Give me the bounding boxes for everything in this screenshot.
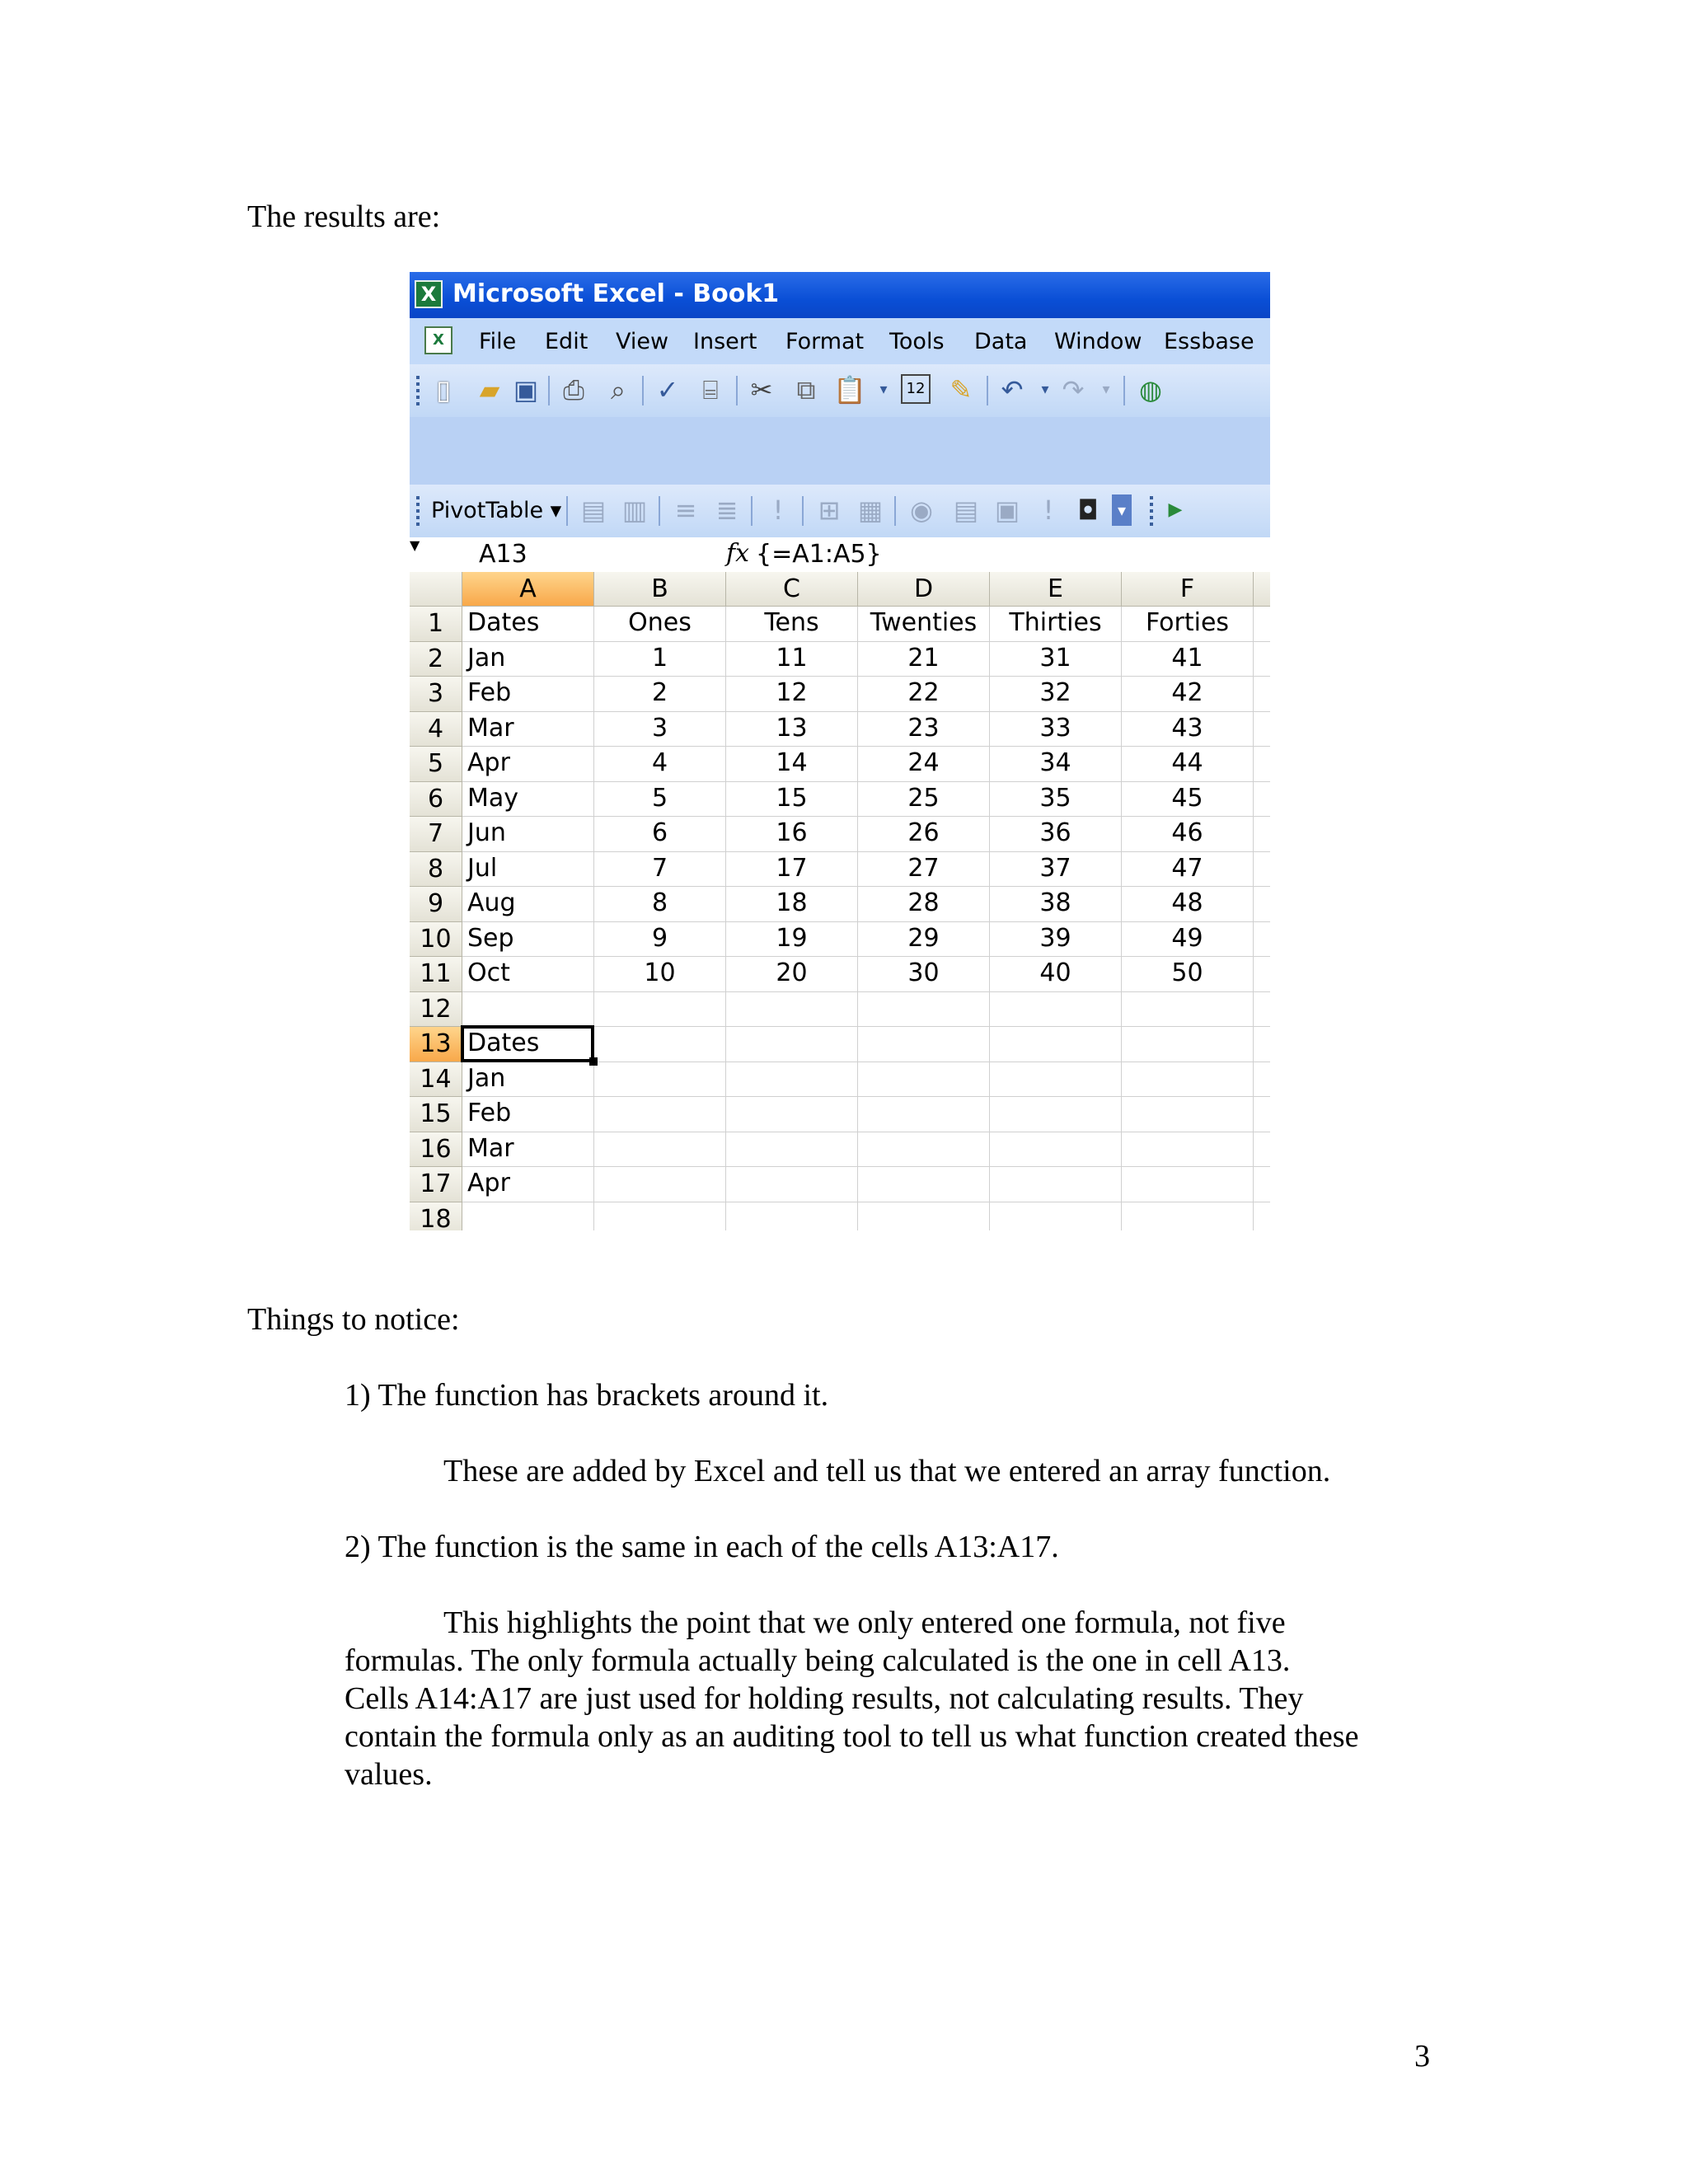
cell-e4[interactable]: 33 [990,712,1122,748]
copy-icon[interactable]: ⧉ [796,374,816,405]
cell-g13[interactable] [1254,1027,1270,1062]
toolbar-separator [987,376,988,405]
column-header-f[interactable]: F [1122,572,1254,607]
cell-d3[interactable]: 22 [858,677,990,712]
cell-c15[interactable] [726,1097,858,1132]
cell-a12[interactable] [462,992,594,1028]
intro-text: The results are: [247,199,441,234]
cell-a5[interactable]: Apr [462,747,594,782]
row-header-4[interactable]: 4 [410,712,462,748]
cell-c18[interactable] [726,1202,858,1231]
cell-f8[interactable]: 47 [1122,852,1254,888]
cell-e7[interactable]: 36 [990,817,1122,852]
cell-a8[interactable]: Jul [462,852,594,888]
cell-f18[interactable] [1122,1202,1254,1231]
cell-b6[interactable]: 5 [594,782,726,818]
toolbar-separator [659,496,660,526]
column-header-a[interactable]: A [462,572,594,607]
cell-c14[interactable] [726,1062,858,1098]
camera-icon[interactable]: ◘ [1077,494,1099,526]
point-2-detail-line-1: This highlights the point that we only entered one formula, not five [443,1605,1286,1640]
title-bar [410,272,1270,318]
cell-f16[interactable] [1122,1132,1254,1168]
formula-bar [410,537,1270,573]
field-settings-icon[interactable]: ◉ [910,494,933,526]
cell-e13[interactable] [990,1027,1122,1062]
cell-e11[interactable]: 40 [990,957,1122,992]
cell-c1[interactable]: Tens [726,607,858,642]
paste-icon[interactable]: 📋 [833,374,866,405]
row-header-1[interactable]: 1 [410,607,462,642]
cell-f5[interactable]: 44 [1122,747,1254,782]
cell-g2[interactable] [1254,642,1270,677]
selected-cell-border [461,1025,594,1062]
row-header-16[interactable]: 16 [410,1132,462,1168]
cell-b9[interactable]: 8 [594,887,726,922]
row-header-18[interactable]: 18 [410,1202,462,1231]
cell-g15[interactable] [1254,1097,1270,1132]
cell-b3[interactable]: 2 [594,677,726,712]
cell-c17[interactable] [726,1167,858,1202]
column-header-c[interactable]: C [726,572,858,607]
cell-d14[interactable] [858,1062,990,1098]
cell-c4[interactable]: 13 [726,712,858,748]
cell-a15[interactable]: Feb [462,1097,594,1132]
format-report-icon[interactable]: ▤ [580,494,607,526]
cell-b7[interactable]: 6 [594,817,726,852]
standard-toolbar [410,364,1270,417]
cell-d2[interactable]: 21 [858,642,990,677]
cell-d8[interactable]: 27 [858,852,990,888]
point-1: 1) The function has brackets around it. [345,1378,829,1413]
toolbar-separator [751,496,753,526]
spelling-icon[interactable]: ✓ [656,374,679,405]
toolbar-grip[interactable] [416,376,420,405]
cell-c3[interactable]: 12 [726,677,858,712]
refresh-icon[interactable]: ! [1043,494,1054,526]
window-title: Microsoft Excel - Book1 [452,279,780,308]
point-2-detail-line-3: Cells A14:A17 are just used for holding results, not calculating results. They [345,1681,1304,1716]
cell-g12[interactable] [1254,992,1270,1028]
cell-g5[interactable] [1254,747,1270,782]
cell-d18[interactable] [858,1202,990,1231]
cell-d16[interactable] [858,1132,990,1168]
name-box[interactable] [410,537,599,572]
cell-g18[interactable] [1254,1202,1270,1231]
cell-a9[interactable]: Aug [462,887,594,922]
cell-c2[interactable]: 11 [726,642,858,677]
open-icon[interactable]: ▰ [479,374,500,405]
row-header-5[interactable]: 5 [410,747,462,782]
cell-e8[interactable]: 37 [990,852,1122,888]
calendar-icon[interactable]: 12 [901,374,931,404]
undo-dropdown-icon[interactable]: ▾ [1041,381,1049,398]
point-2-detail-line-5: values. [345,1757,433,1792]
cell-g14[interactable] [1254,1062,1270,1098]
column-header-b[interactable]: B [594,572,726,607]
toolbar-options-icon[interactable]: ▾ [1112,494,1132,526]
menu-file[interactable]: File [479,329,517,354]
formula-input[interactable]: {=A1:A5} [756,540,882,569]
cell-f6[interactable]: 45 [1122,782,1254,818]
toolbar-separator [894,496,896,526]
cell-a3[interactable]: Feb [462,677,594,712]
include-hidden-icon[interactable]: ⊞ [818,494,841,526]
cell-b5[interactable]: 4 [594,747,726,782]
cell-d9[interactable]: 28 [858,887,990,922]
cell-a16[interactable]: Mar [462,1132,594,1168]
excel-logo-icon: X [415,280,443,308]
cell-c5[interactable]: 14 [726,747,858,782]
row-header-2[interactable]: 2 [410,642,462,677]
cell-e18[interactable] [990,1202,1122,1231]
cell-d17[interactable] [858,1167,990,1202]
cell-a14[interactable]: Jan [462,1062,594,1098]
notice-heading: Things to notice: [247,1302,460,1337]
cell-b16[interactable] [594,1132,726,1168]
cell-f7[interactable]: 46 [1122,817,1254,852]
cell-a4[interactable]: Mar [462,712,594,748]
menu-edit[interactable]: Edit [545,329,588,354]
cell-b17[interactable] [594,1167,726,1202]
cell-f12[interactable] [1122,992,1254,1028]
cell-f4[interactable]: 43 [1122,712,1254,748]
print-preview-icon[interactable]: ⌕ [611,374,626,405]
cell-f9[interactable]: 48 [1122,887,1254,922]
cell-d5[interactable]: 24 [858,747,990,782]
cell-c8[interactable]: 17 [726,852,858,888]
cell-d12[interactable] [858,992,990,1028]
toolbar-grip[interactable] [416,496,420,526]
cell-b2[interactable]: 1 [594,642,726,677]
cell-e12[interactable] [990,992,1122,1028]
toolbar-expand-icon[interactable]: ▶ [1168,499,1183,520]
row-header-14[interactable]: 14 [410,1062,462,1098]
cell-d7[interactable]: 26 [858,817,990,852]
cell-b10[interactable]: 9 [594,922,726,958]
toolbar-separator [642,376,644,405]
field-list-icon[interactable]: ▤ [953,494,979,526]
column-header-g[interactable] [1254,572,1270,607]
cell-f17[interactable] [1122,1167,1254,1202]
menu-tools[interactable]: Tools [889,329,945,354]
cell-g8[interactable] [1254,852,1270,888]
cell-g1[interactable] [1254,607,1270,642]
cell-f15[interactable] [1122,1097,1254,1132]
cell-g9[interactable] [1254,887,1270,922]
cell-a1[interactable]: Dates [462,607,594,642]
menu-window[interactable]: Window [1054,329,1142,354]
new-icon[interactable]: ▯ [436,374,451,405]
menu-format[interactable]: Format [785,329,865,354]
toolbar-separator [1123,376,1125,405]
cell-a7[interactable]: Jun [462,817,594,852]
cell-d11[interactable]: 30 [858,957,990,992]
name-box-value: A13 [479,540,528,569]
menu-data[interactable]: Data [974,329,1028,354]
cell-d10[interactable]: 29 [858,922,990,958]
cell-d4[interactable]: 23 [858,712,990,748]
cell-c6[interactable]: 15 [726,782,858,818]
row-header-3[interactable]: 3 [410,677,462,712]
redo-icon[interactable]: ↷ [1062,374,1085,405]
cell-a13[interactable]: Dates [462,1027,594,1062]
cell-a2[interactable]: Jan [462,642,594,677]
refresh-data-icon[interactable]: ! [772,494,784,526]
cell-e6[interactable]: 35 [990,782,1122,818]
cell-f10[interactable]: 49 [1122,922,1254,958]
cell-a17[interactable]: Apr [462,1167,594,1202]
cell-f14[interactable] [1122,1062,1254,1098]
cell-a11[interactable]: Oct [462,957,594,992]
cell-b4[interactable]: 3 [594,712,726,748]
row-header-13[interactable]: 13 [410,1027,462,1062]
cell-c7[interactable]: 16 [726,817,858,852]
cell-c11[interactable]: 20 [726,957,858,992]
excel-screenshot [410,272,1270,1230]
cell-b18[interactable] [594,1202,726,1231]
cell-c10[interactable]: 19 [726,922,858,958]
function-icon[interactable]: fx [726,539,750,568]
cell-e10[interactable]: 39 [990,922,1122,958]
cell-b14[interactable] [594,1062,726,1098]
cell-c12[interactable] [726,992,858,1028]
cell-d15[interactable] [858,1097,990,1132]
research-icon[interactable]: ⌸ [702,374,719,405]
cell-e1[interactable]: Thirties [990,607,1122,642]
menu-bar [410,318,1270,364]
pivottable-toolbar [410,485,1270,537]
cell-f13[interactable] [1122,1027,1254,1062]
cell-b15[interactable] [594,1097,726,1132]
fill-handle[interactable] [589,1057,598,1066]
cell-g10[interactable] [1254,922,1270,958]
format-painter-icon[interactable]: ✎ [950,374,973,405]
cell-c16[interactable] [726,1132,858,1168]
table-options-icon[interactable]: ▣ [994,494,1020,526]
cell-b12[interactable] [594,992,726,1028]
pivot-chart-icon[interactable]: ▥ [621,494,648,526]
toolbar-separator [802,496,804,526]
always-display-icon[interactable]: ▦ [857,494,884,526]
cell-d1[interactable]: Twenties [858,607,990,642]
paste-dropdown-icon[interactable]: ▾ [879,381,888,398]
cell-c13[interactable] [726,1027,858,1062]
cell-f3[interactable]: 42 [1122,677,1254,712]
hide-detail-icon[interactable]: ≡ [674,494,697,526]
workbook-icon[interactable]: X [424,326,452,354]
column-header-e[interactable]: E [990,572,1122,607]
cell-a18[interactable] [462,1202,594,1231]
cell-e3[interactable]: 32 [990,677,1122,712]
row-header-10[interactable]: 10 [410,922,462,958]
save-icon[interactable]: ▣ [513,374,539,405]
column-header-d[interactable]: D [858,572,990,607]
row-header-12[interactable]: 12 [410,992,462,1028]
cell-e2[interactable]: 31 [990,642,1122,677]
cell-g17[interactable] [1254,1167,1270,1202]
toolbar-area [410,417,1270,485]
cell-e15[interactable] [990,1097,1122,1132]
cut-icon[interactable]: ✂ [750,374,773,405]
undo-icon[interactable]: ↶ [1001,374,1024,405]
cell-f11[interactable]: 50 [1122,957,1254,992]
cell-e9[interactable]: 38 [990,887,1122,922]
show-detail-icon[interactable]: ≣ [715,494,738,526]
cell-g11[interactable] [1254,957,1270,992]
point-2-detail-line-2: formulas. The only formula actually being calculated is the one in cell A13. [345,1643,1291,1678]
cell-g6[interactable] [1254,782,1270,818]
menu-view[interactable]: View [616,329,669,354]
cell-g7[interactable] [1254,817,1270,852]
row-header-6[interactable]: 6 [410,782,462,818]
hyperlink-icon[interactable]: ◍ [1139,374,1162,405]
cell-b13[interactable] [594,1027,726,1062]
cell-g3[interactable] [1254,677,1270,712]
toolbar-separator [736,376,738,405]
cell-a10[interactable]: Sep [462,922,594,958]
cell-e14[interactable] [990,1062,1122,1098]
cell-g16[interactable] [1254,1132,1270,1168]
cell-b1[interactable]: Ones [594,607,726,642]
point-1-detail: These are added by Excel and tell us that we entered an array function. [443,1454,1331,1488]
cell-a6[interactable]: May [462,782,594,818]
name-box-dropdown-icon[interactable]: ▼ [410,537,420,553]
toolbar-separator [566,496,568,526]
row-header-7[interactable]: 7 [410,817,462,852]
row-header-15[interactable]: 15 [410,1097,462,1132]
pivottable-menu[interactable]: PivotTable ▾ [431,498,562,523]
cell-b8[interactable]: 7 [594,852,726,888]
cell-f1[interactable]: Forties [1122,607,1254,642]
row-header-11[interactable]: 11 [410,957,462,992]
toolbar-grip[interactable] [1150,496,1153,526]
cell-g4[interactable] [1254,712,1270,748]
cell-e5[interactable]: 34 [990,747,1122,782]
cell-d13[interactable] [858,1027,990,1062]
cell-e16[interactable] [990,1132,1122,1168]
row-header-9[interactable]: 9 [410,887,462,922]
cell-d6[interactable]: 25 [858,782,990,818]
cell-b11[interactable]: 10 [594,957,726,992]
cell-c9[interactable]: 18 [726,887,858,922]
redo-dropdown-icon[interactable]: ▾ [1102,381,1110,398]
print-icon[interactable]: ⎙ [563,374,584,405]
toolbar-separator [548,376,550,405]
point-2: 2) The function is the same in each of the cells A13:A17. [345,1530,1059,1564]
page-number: 3 [1414,2039,1430,2074]
row-header-17[interactable]: 17 [410,1167,462,1202]
menu-insert[interactable]: Insert [693,329,757,354]
point-2-detail-line-4: contain the formula only as an auditing tool to tell us what function created these [345,1719,1359,1754]
row-header-8[interactable]: 8 [410,852,462,888]
cell-e17[interactable] [990,1167,1122,1202]
cell-f2[interactable]: 41 [1122,642,1254,677]
menu-essbase[interactable]: Essbase [1164,329,1254,354]
select-all-corner[interactable] [410,572,462,607]
